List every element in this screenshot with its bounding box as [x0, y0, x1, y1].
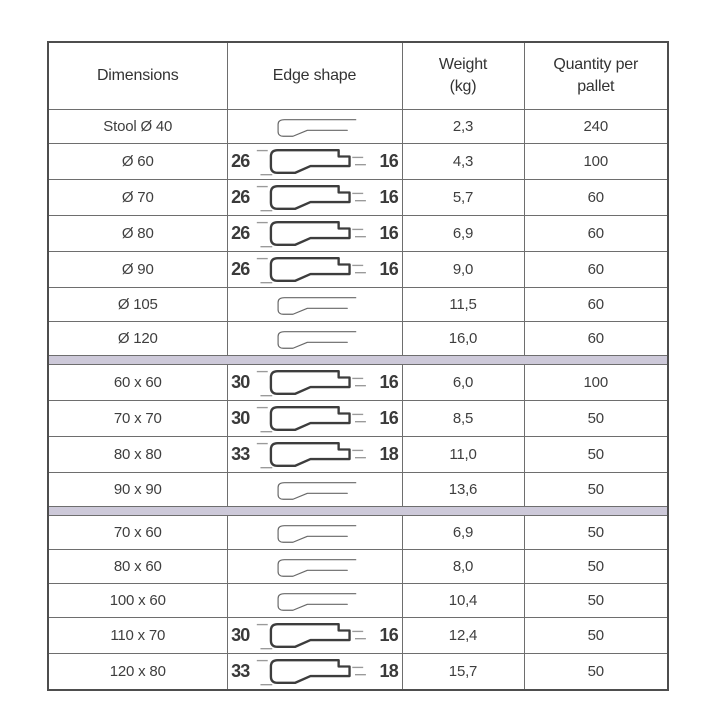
- table-row: [48, 401, 668, 437]
- weight-cell: 12,4: [402, 618, 524, 654]
- edge-shape-cell: [227, 365, 402, 401]
- edge-shape-group: [228, 473, 402, 506]
- edge-profile-icon: [255, 365, 375, 400]
- weight-cell: 6,9: [402, 516, 524, 550]
- edge-shape-cell: [227, 288, 402, 322]
- quantity-cell: 60: [524, 252, 668, 288]
- edge-shape-group: [228, 437, 402, 472]
- edge-shape-group: [228, 654, 402, 689]
- header-line: Quantity per: [553, 56, 639, 74]
- right-thickness-label: 16: [379, 151, 398, 171]
- dimension-cell: 90 x 90: [48, 473, 227, 507]
- header-line: (kg): [449, 78, 477, 95]
- weight-cell: 15,7: [402, 654, 524, 691]
- header-line: Weight: [438, 56, 488, 74]
- edge-profile-icon: [255, 144, 375, 179]
- weight-cell: 11,0: [402, 437, 524, 473]
- edge-shape-cell: [227, 110, 402, 144]
- table-row: [48, 288, 668, 322]
- header-weight: [402, 42, 524, 110]
- quantity-cell: 50: [524, 584, 668, 618]
- edge-shape-group: [228, 322, 402, 355]
- edge-shape-cell: [227, 252, 402, 288]
- quantity-cell: 50: [524, 550, 668, 584]
- edge-profile-icon: [259, 584, 371, 617]
- header-line: pallet: [577, 78, 615, 95]
- weight-cell: 16,0: [402, 322, 524, 356]
- right-thickness-label: 18: [379, 661, 398, 681]
- right-thickness-label: 16: [379, 372, 398, 392]
- quantity-cell: 100: [524, 365, 668, 401]
- right-thickness-label: 16: [379, 259, 398, 279]
- weight-cell: 8,5: [402, 401, 524, 437]
- header-line: Dimensions: [96, 67, 179, 85]
- edge-shape-cell: [227, 618, 402, 654]
- edge-shape-group: [228, 252, 402, 287]
- table-row: [48, 516, 668, 550]
- quantity-cell: 50: [524, 618, 668, 654]
- left-thickness-label: 30: [231, 625, 250, 645]
- quantity-cell: 60: [524, 288, 668, 322]
- edge-shape-group: [228, 144, 402, 179]
- edge-profile-icon: [255, 180, 375, 215]
- quantity-cell: 60: [524, 322, 668, 356]
- right-thickness-label: 18: [379, 444, 398, 464]
- right-thickness-label: 16: [379, 625, 398, 645]
- left-thickness-label: 26: [231, 259, 250, 279]
- header-line: Edge shape: [272, 67, 357, 85]
- edge-shape-cell: [227, 654, 402, 691]
- table-row: [48, 252, 668, 288]
- edge-shape-group: [228, 401, 402, 436]
- edge-shape-cell: [227, 516, 402, 550]
- edge-profile-icon: [259, 110, 371, 143]
- edge-shape-group: [228, 110, 402, 143]
- edge-shape-cell: [227, 401, 402, 437]
- edge-profile-icon: [259, 288, 371, 321]
- edge-shape-cell: [227, 584, 402, 618]
- left-thickness-label: 30: [231, 372, 250, 392]
- dimension-cell: 60 x 60: [48, 365, 227, 401]
- weight-cell: 8,0: [402, 550, 524, 584]
- left-thickness-label: 33: [231, 661, 250, 681]
- left-thickness-label: 26: [231, 151, 250, 171]
- edge-shape-cell: [227, 180, 402, 216]
- weight-cell: 10,4: [402, 584, 524, 618]
- edge-profile-icon: [259, 516, 371, 549]
- weight-cell: 6,0: [402, 365, 524, 401]
- table-row: [48, 654, 668, 691]
- dimension-cell: 80 x 80: [48, 437, 227, 473]
- quantity-cell: 60: [524, 216, 668, 252]
- weight-cell: 4,3: [402, 144, 524, 180]
- edge-profile-icon: [255, 654, 375, 689]
- edge-shape-cell: [227, 473, 402, 507]
- left-thickness-label: 26: [231, 187, 250, 207]
- edge-profile-icon: [259, 550, 371, 583]
- edge-shape-group: [228, 618, 402, 653]
- table-row: [48, 144, 668, 180]
- dimension-cell: Stool Ø 40: [48, 110, 227, 144]
- dimension-cell: Ø 90: [48, 252, 227, 288]
- table-body: [48, 110, 668, 691]
- edge-shape-cell: [227, 216, 402, 252]
- dimension-cell: 70 x 70: [48, 401, 227, 437]
- group-divider: [48, 507, 668, 516]
- table-row: [48, 216, 668, 252]
- edge-profile-icon: [259, 322, 371, 355]
- quantity-cell: 100: [524, 144, 668, 180]
- right-thickness-label: 16: [379, 187, 398, 207]
- dimension-cell: 70 x 60: [48, 516, 227, 550]
- header-dimensions: [48, 42, 227, 110]
- edge-shape-group: [228, 288, 402, 321]
- edge-shape-group: [228, 516, 402, 549]
- table-row: [48, 473, 668, 507]
- dimension-cell: Ø 70: [48, 180, 227, 216]
- dimension-cell: 120 x 80: [48, 654, 227, 691]
- edge-profile-icon: [259, 473, 371, 506]
- weight-cell: 5,7: [402, 180, 524, 216]
- dimension-cell: 80 x 60: [48, 550, 227, 584]
- quantity-cell: 50: [524, 654, 668, 691]
- table-row: [48, 365, 668, 401]
- edge-shape-cell: [227, 550, 402, 584]
- quantity-cell: 50: [524, 516, 668, 550]
- table-header: [48, 42, 668, 110]
- table-row: [48, 437, 668, 473]
- table-row: [48, 584, 668, 618]
- dimension-cell: Ø 60: [48, 144, 227, 180]
- quantity-cell: 60: [524, 180, 668, 216]
- edge-shape-group: [228, 216, 402, 251]
- quantity-cell: 240: [524, 110, 668, 144]
- group-divider: [48, 356, 668, 365]
- left-thickness-label: 26: [231, 223, 250, 243]
- table-row: [48, 550, 668, 584]
- dimension-cell: 100 x 60: [48, 584, 227, 618]
- weight-cell: 13,6: [402, 473, 524, 507]
- edge-profile-icon: [255, 252, 375, 287]
- edge-shape-cell: [227, 437, 402, 473]
- group-divider-bar: [48, 507, 668, 516]
- edge-profile-icon: [255, 437, 375, 472]
- edge-shape-group: [228, 584, 402, 617]
- edge-profile-icon: [255, 216, 375, 251]
- edge-profile-icon: [255, 401, 375, 436]
- edge-profile-icon: [255, 618, 375, 653]
- weight-cell: 6,9: [402, 216, 524, 252]
- dimension-cell: Ø 120: [48, 322, 227, 356]
- table-row: [48, 110, 668, 144]
- edge-shape-group: [228, 180, 402, 215]
- dimension-cell: Ø 105: [48, 288, 227, 322]
- edge-shape-group: [228, 365, 402, 400]
- weight-cell: 9,0: [402, 252, 524, 288]
- edge-shape-cell: [227, 144, 402, 180]
- edge-shape-cell: [227, 322, 402, 356]
- table-row: [48, 322, 668, 356]
- quantity-cell: 50: [524, 473, 668, 507]
- right-thickness-label: 16: [379, 408, 398, 428]
- weight-cell: 11,5: [402, 288, 524, 322]
- quantity-cell: 50: [524, 437, 668, 473]
- table-row: [48, 618, 668, 654]
- left-thickness-label: 33: [231, 444, 250, 464]
- table-row: [48, 180, 668, 216]
- quantity-cell: 50: [524, 401, 668, 437]
- weight-cell: 2,3: [402, 110, 524, 144]
- edge-shape-group: [228, 550, 402, 583]
- dimension-cell: Ø 80: [48, 216, 227, 252]
- dimension-cell: 110 x 70: [48, 618, 227, 654]
- right-thickness-label: 16: [379, 223, 398, 243]
- left-thickness-label: 30: [231, 408, 250, 428]
- group-divider-bar: [48, 356, 668, 365]
- header-row: [48, 42, 668, 110]
- product-spec-table: [47, 41, 669, 691]
- header-quantity: [524, 42, 668, 110]
- header-edge-shape: [227, 42, 402, 110]
